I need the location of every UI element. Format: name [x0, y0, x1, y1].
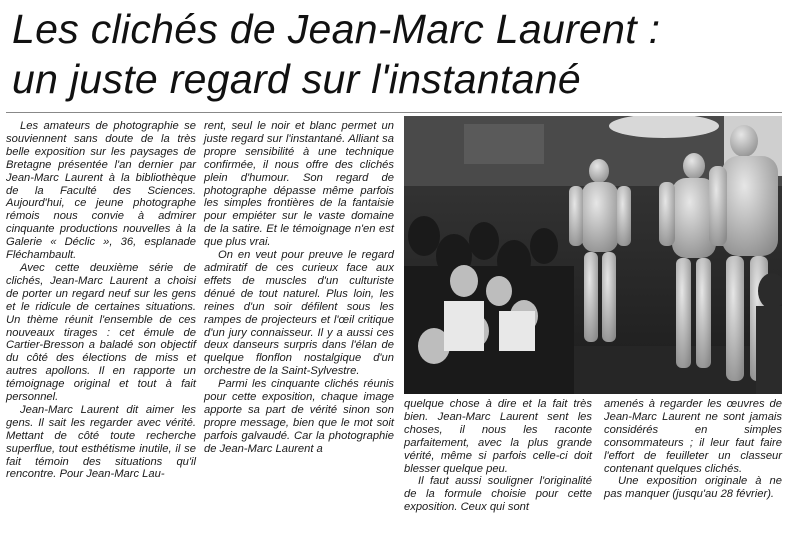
column-2: [204, 120, 394, 456]
paragraph: rent, seul le noir et blanc permet un juste regard sur l'instantané. Alliant sa propre sensibilité à une technique confirmée, il nous offre des clichés plein d'humour. Son regard de photographe dépasse même parfois les simples frontières de la fantaisie pour empiéter sur le vaste domaine de la satire. Et le témoignage n'en est que plus vrai.: [204, 120, 394, 249]
paragraph: Une exposition originale à ne pas manquer (jusqu'au 28 février).: [604, 475, 782, 501]
paragraph: Avec cette deuxième série de clichés, Jean-Marc Laurent a choisi de porter un regard neuf sur les gens et le ridicule de certaines situations. Un thème réunit l'ensemble de ces nouveaux tirages : cet émule de Cartier-Bresson a baladé son objectif du côté des élections de miss et autres apollons. Il en rapporte un témoignage original et tout à fait personnel.: [6, 261, 196, 404]
photo-bodybuilders-on-stage: [404, 116, 782, 394]
paragraph: Jean-Marc Laurent dit aimer les gens. Il sait les regarder avec vérité. Mettant de côté toute recherche superflue, tout esthétisme inutile, il se fait témoin des situations qu'il rencontre. Pour Jean-Marc Lau-: [6, 403, 196, 481]
paragraph: amenés à regarder les œuvres de Jean-Marc Laurent ne sont jamais considérés en simples consommateurs ; il leur faut faire l'effort de feuilleter un classeur contenant quelques clichés.: [604, 398, 782, 475]
photo-illustration: [404, 116, 782, 394]
headline: [12, 4, 782, 104]
paragraph: quelque chose à dire et la fait très bien. Jean-Marc Laurent sent les choses, il nous les raconte parfaitement, avec la plus grande vérité, même si parfois celle-ci doit blesser quelque peu.: [404, 398, 592, 475]
paragraph: Les amateurs de photographie se souviennent sans doute de la très belle exposition sur les paysages de Bretagne présentée l'an dernier par Jean-Marc Laurent à la bibliothèque de la Faculté des Sciences. Aujourd'hui, ce jeune photographe rémois nous convie à admirer cinquante productions nouvelles à la Galerie « Déclic », 36, esplanade Fléchambault.: [6, 120, 196, 262]
column-4: [604, 398, 782, 501]
paragraph: On en veut pour preuve le regard admiratif de ces curieux face aux effets de muscles d'un culturiste dénué de tout naturel. Plus loin, les reines d'un soir défilent sous les rampes de projecteurs et l'œil critique d'un jury connaisseur. Il y a aussi ces deux danseurs surpris dans l'élan de quelque flonflon nostalgique d'un orchestre de la Saint-Sylvestre.: [204, 249, 394, 378]
headline-line-1: Les clichés de Jean-Marc Laurent :: [12, 6, 661, 52]
headline-rule: [6, 112, 782, 113]
headline-line-2: un juste regard sur l'instantané: [12, 56, 581, 102]
paragraph: Il faut aussi souligner l'originalité de la formule choisie pour cette exposition. Ceux qui sont: [404, 475, 592, 514]
column-3: [404, 398, 592, 514]
paragraph: Parmi les cinquante clichés réunis pour cette exposition, chaque image apporte sa part de vérité sinon son propre message, bien que le mot soit parfois galvaudé. Car la photographie de Jean-Marc Laurent a: [204, 378, 394, 455]
column-1: [6, 120, 196, 481]
